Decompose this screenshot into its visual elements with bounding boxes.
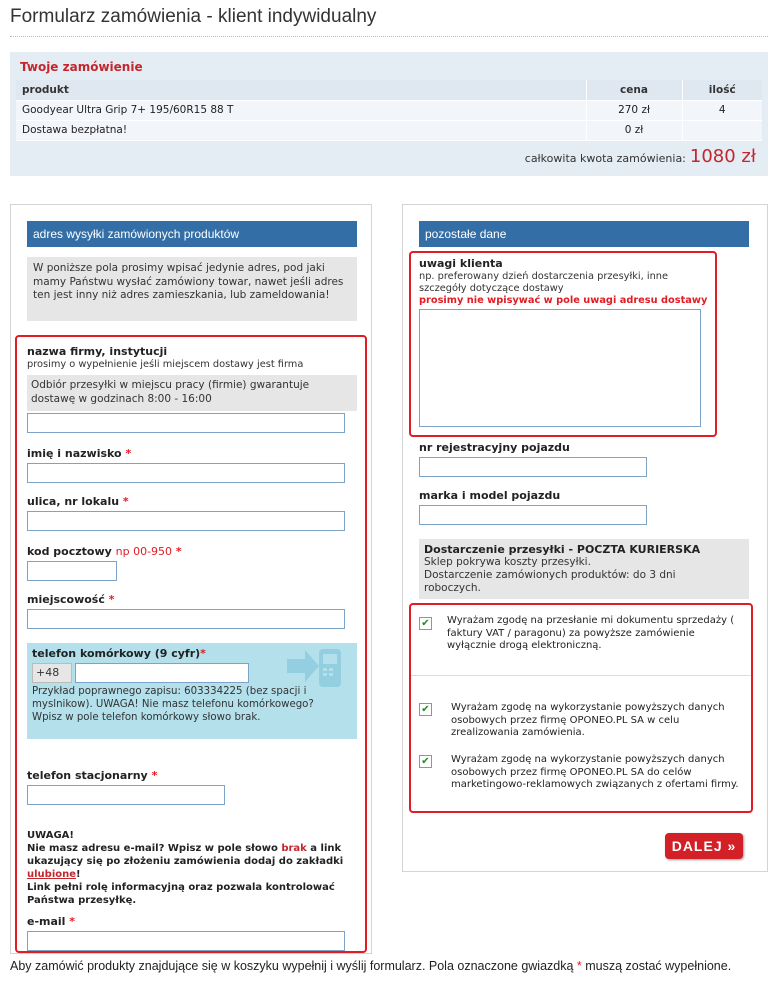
table-row	[16, 100, 762, 120]
remarks-hint: np. preferowany dzień dostarczenia przesyłki, inne szczegóły dotyczące dostawy	[419, 271, 669, 294]
company-label: nazwa firmy, instytucji	[27, 345, 168, 358]
next-button[interactable]: DALEJ »	[665, 833, 743, 859]
company-input[interactable]	[27, 413, 345, 433]
total-value: 1080 zł	[689, 146, 756, 167]
email-label: e-mail *	[27, 915, 76, 928]
company-hint: prosimy o wypełnienie jeśli miejscem dostawy jest firma	[27, 359, 304, 370]
delivery-info	[419, 539, 749, 599]
consent-checkbox-3[interactable]: ✔	[419, 755, 432, 768]
name-label: imię i nazwisko *	[27, 447, 132, 460]
consent-text-2: Wyrażam zgodę na wykorzystanie powyższych danych osobowych przez firmę OPONEO.PL SA w celu zrealizowania zamówienia.	[451, 702, 725, 738]
warning-title: UWAGA!	[27, 830, 74, 841]
remarks-textarea[interactable]	[419, 309, 701, 427]
plate-input[interactable]	[419, 457, 647, 477]
consent-checkbox-1[interactable]: ✔	[419, 617, 432, 630]
row-price: 270 zł	[586, 100, 682, 120]
phone-icon	[285, 645, 351, 691]
zip-input[interactable]	[27, 561, 117, 581]
total-label: całkowita kwota zamówienia:	[524, 152, 686, 165]
street-label: ulica, nr lokalu *	[27, 495, 129, 508]
delivery-line-1: Sklep pokrywa koszty przesyłki.	[424, 556, 591, 568]
zip-label: kod pocztowy np 00-950 *	[27, 545, 182, 558]
page-title: Formularz zamówienia - klient indywidualny	[10, 6, 377, 27]
shipping-required-box	[15, 335, 367, 953]
consents-box	[409, 603, 753, 813]
col-product: produkt	[16, 80, 586, 100]
other-header: pozostałe dane	[419, 221, 749, 247]
row-price: 0 zł	[586, 120, 682, 140]
plate-label: nr rejestracyjny pojazdu	[419, 441, 570, 454]
consent-text-1: Wyrażam zgodę na przesłanie mi dokumentu sprzedaży ( faktury VAT / paragonu) za powyższe zamówienie wyłącznie drogą elektroniczną.	[447, 615, 735, 651]
ulubione-link[interactable]: ulubione	[27, 869, 77, 880]
delivery-title: Dostarczenie przesyłki - POCZTA KURIERSKA	[424, 543, 701, 556]
shipping-panel	[10, 204, 372, 954]
row-product: Goodyear Ultra Grip 7+ 195/60R15 88 T	[16, 100, 586, 120]
row-product: Dostawa bezpłatna!	[16, 120, 586, 140]
remarks-box	[409, 251, 717, 437]
col-price: cena	[586, 80, 682, 100]
remarks-label: uwagi klienta	[419, 257, 503, 270]
row-qty	[682, 120, 762, 140]
title-divider	[10, 36, 768, 37]
remarks-warning: prosimy nie wpisywać w pole uwagi adresu dostawy	[419, 295, 708, 306]
name-input[interactable]	[27, 463, 345, 483]
table-row	[16, 120, 762, 140]
street-input[interactable]	[27, 511, 345, 531]
brak-link[interactable]: brak	[281, 843, 307, 854]
mobile-prefix: +48	[32, 663, 72, 683]
warning-text-2: Link pełni rolę informacyjną oraz pozwala kontrolować Państwa przesyłkę.	[27, 882, 335, 906]
mobile-label: telefon komórkowy (9 cyfr)*	[32, 647, 206, 660]
row-qty: 4	[682, 100, 762, 120]
city-label: miejscowość *	[27, 593, 115, 606]
landline-input[interactable]	[27, 785, 225, 805]
other-panel	[402, 204, 768, 872]
company-note: Odbiór przesyłki w miejscu pracy (firmie) gwarantuje dostawę w godzinach 8:00 - 16:00	[27, 375, 357, 411]
consent-divider	[411, 675, 751, 676]
mobile-section	[27, 643, 357, 739]
email-warning	[27, 829, 357, 907]
mobile-help: Przykład poprawnego zapisu: 603334225 (bez spacji i myslnikow). UWAGA! Nie masz telefonu komórkowego? Wpisz w pole telefon komórkowy słowo brak.	[32, 686, 314, 723]
email-input[interactable]	[27, 931, 345, 951]
chevron-right-icon: »	[727, 838, 737, 854]
footer-note: Aby zamówić produkty znajdujące się w koszyku wypełnij i wyślij formularz. Pola oznaczone gwiazdką * muszą zostać wypełnione.	[10, 959, 732, 973]
model-input[interactable]	[419, 505, 647, 525]
order-summary	[10, 52, 768, 176]
order-table-header	[16, 80, 762, 100]
mobile-input[interactable]	[75, 663, 249, 683]
order-title: Twoje zamówienie	[20, 60, 143, 74]
warning-text: Nie masz adresu e-mail? Wpisz w pole słowo brak a link ukazujący się po złożeniu zamówienia dodaj do zakładki ulubione!	[27, 843, 344, 880]
order-table	[16, 80, 762, 141]
model-label: marka i model pojazdu	[419, 489, 561, 502]
shipping-intro: W poniższe pola prosimy wpisać jedynie adres, pod jaki mamy Państwu wysłać zamówiony towar, nawet jeśli adres ten jest inny niż adres zamieszkania, lub zameldowania!	[27, 257, 357, 321]
shipping-header: adres wysyłki zamówionych produktów	[27, 221, 357, 247]
consent-checkbox-2[interactable]: ✔	[419, 703, 432, 716]
order-total	[525, 146, 756, 167]
col-qty: ilość	[682, 80, 762, 100]
consent-text-3: Wyrażam zgodę na wykorzystanie powyższych danych osobowych przez firmę OPONEO.PL SA do celów marketingowo-reklamowych związanych z ofertami firmy.	[451, 754, 739, 790]
delivery-line-2: Dostarczenie zamówionych produktów: do 3 dni roboczych.	[424, 569, 676, 594]
city-input[interactable]	[27, 609, 345, 629]
landline-label: telefon stacjonarny *	[27, 769, 158, 782]
